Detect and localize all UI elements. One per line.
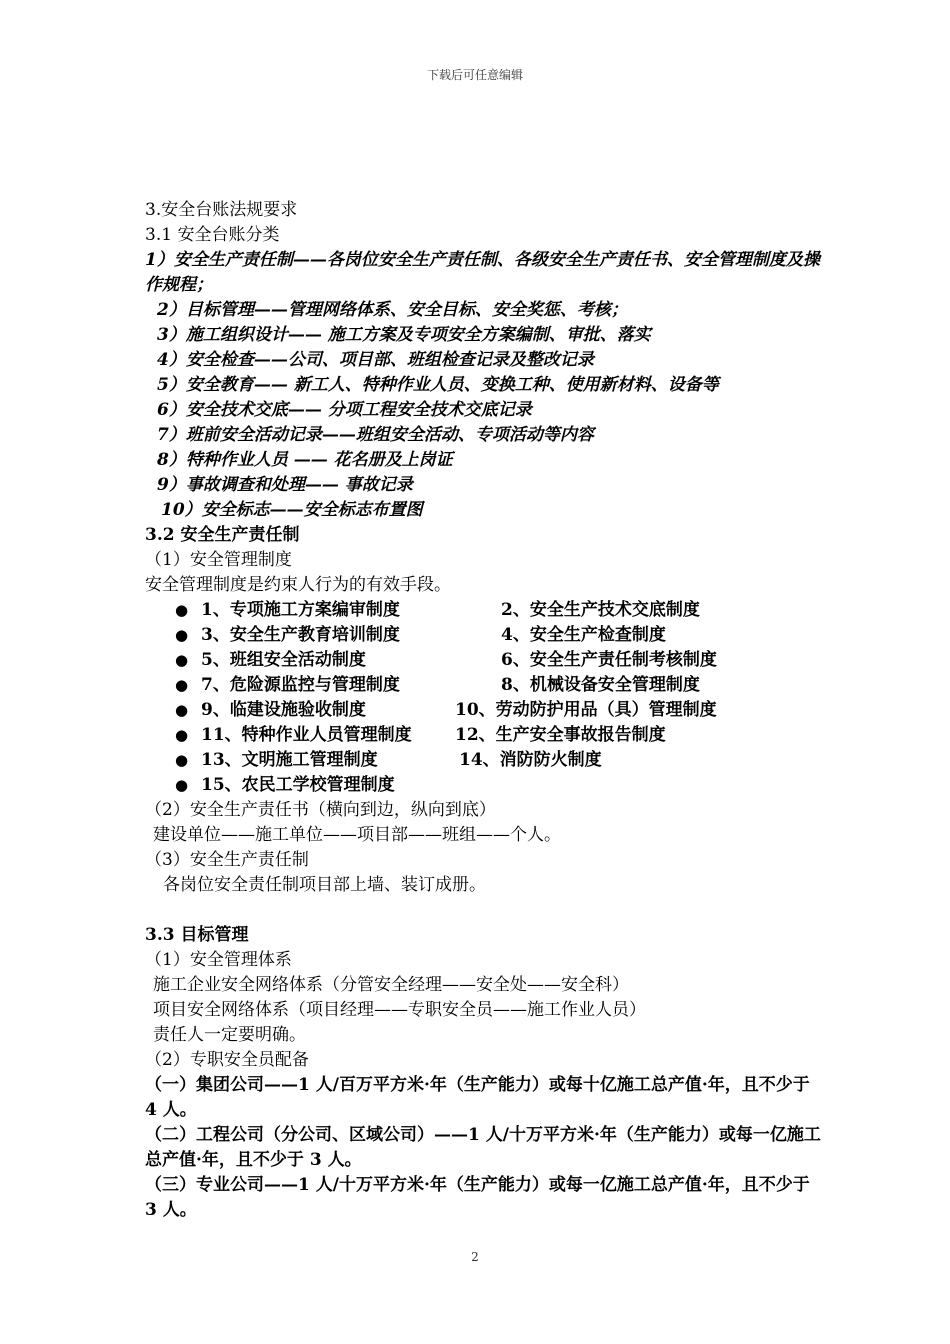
list-item bbox=[145, 598, 825, 623]
section-3-1-title: 3.1 安全台账分类 bbox=[145, 225, 280, 245]
bullet-icon: ● bbox=[175, 626, 189, 644]
staffing-rule-1: （一）集团公司——1 人/百万平方米·年（生产能力）或每十亿施工总产值·年，且不少于 4 人。 bbox=[145, 1075, 810, 1120]
section-3-3-line-2: 项目安全网络体系（项目经理——专职安全员——施工作业人员） bbox=[153, 1000, 646, 1020]
list-item-left: 7、危险源监控与管理制度 bbox=[201, 675, 400, 695]
category-item-3: 3）施工组织设计—— 施工方案及专项安全方案编制、审批、落实 bbox=[157, 325, 651, 345]
list-item-left: 11、特种作业人员管理制度 bbox=[201, 725, 412, 745]
section-3-3-line-1: 施工企业安全网络体系（分管安全经理——安全处——安全科） bbox=[153, 975, 629, 995]
section-3-2-subtitle-1: （1）安全管理制度 bbox=[145, 550, 292, 570]
list-item bbox=[145, 698, 825, 723]
list-item-left: 5、班组安全活动制度 bbox=[201, 650, 366, 670]
list-item-right: 10、劳动防护用品（具）管理制度 bbox=[455, 700, 717, 720]
list-item bbox=[145, 623, 825, 648]
list-item-left: 1、专项施工方案编审制度 bbox=[201, 600, 400, 620]
section-3-2-desc-2: 建设单位——施工单位——项目部——班组——个人。 bbox=[153, 825, 561, 845]
category-item-9: 9）事故调查和处理—— 事故记录 bbox=[157, 475, 413, 495]
bullet-icon: ● bbox=[175, 776, 189, 794]
list-item bbox=[145, 773, 825, 798]
section-3-2-subtitle-2: （2）安全生产责任书（横向到边，纵向到底） bbox=[145, 800, 496, 820]
category-item-10: 10）安全标志——安全标志布置图 bbox=[161, 500, 423, 520]
list-item bbox=[145, 723, 825, 748]
staffing-rule-3: （三）专业公司——1 人/十万平方米·年（生产能力）或每一亿施工总产值·年，且不少于 3 人。 bbox=[145, 1175, 810, 1220]
list-item-right: 2、安全生产技术交底制度 bbox=[501, 600, 700, 620]
section-3-2-desc-1: 安全管理制度是约束人行为的有效手段。 bbox=[145, 575, 451, 595]
bullet-icon: ● bbox=[175, 651, 189, 669]
page-header: 下载后可任意编辑 bbox=[426, 68, 523, 82]
category-item-4: 4）安全检查——公司、项目部、班组检查记录及整改记录 bbox=[157, 350, 594, 370]
list-item-left: 3、安全生产教育培训制度 bbox=[201, 625, 400, 645]
section-3-3-line-3: 责任人一定要明确。 bbox=[153, 1025, 306, 1045]
category-item-2: 2）目标管理——管理网络体系、安全目标、安全奖惩、考核； bbox=[157, 300, 628, 320]
category-item-6: 6）安全技术交底—— 分项工程安全技术交底记录 bbox=[157, 400, 532, 420]
bullet-icon: ● bbox=[175, 676, 189, 694]
bullet-icon: ● bbox=[175, 601, 189, 619]
list-item-right: 4、安全生产检查制度 bbox=[501, 625, 666, 645]
section-3-2-title: 3.2 安全生产责任制 bbox=[145, 525, 300, 545]
page-number: 2 bbox=[471, 1250, 479, 1264]
list-item bbox=[145, 648, 825, 673]
section-3-2-subtitle-3: （3）安全生产责任制 bbox=[145, 850, 309, 870]
category-item-7: 7）班前安全活动记录——班组安全活动、专项活动等内容 bbox=[157, 425, 594, 445]
list-item-right: 8、机械设备安全管理制度 bbox=[501, 675, 700, 695]
regulation-list bbox=[145, 598, 825, 798]
bullet-icon: ● bbox=[175, 701, 189, 719]
section-3-2-desc-3: 各岗位安全责任制项目部上墙、装订成册。 bbox=[163, 875, 486, 895]
bullet-icon: ● bbox=[175, 751, 189, 769]
bullet-icon: ● bbox=[175, 726, 189, 744]
section-3-title: 3.安全台账法规要求 bbox=[145, 200, 298, 220]
category-item-1: 1）安全生产责任制——各岗位安全生产责任制、各级安全生产责任书、安全管理制度及操作规程； bbox=[145, 250, 820, 295]
list-item-right: 14、消防防火制度 bbox=[459, 750, 602, 770]
list-item-right: 6、安全生产责任制考核制度 bbox=[501, 650, 717, 670]
list-item-left: 13、文明施工管理制度 bbox=[201, 750, 378, 770]
section-3-3-subtitle-1: （1）安全管理体系 bbox=[145, 950, 292, 970]
category-item-8: 8）特种作业人员 —— 花名册及上岗证 bbox=[157, 450, 453, 470]
paragraph-gap bbox=[145, 898, 825, 923]
list-item bbox=[145, 748, 825, 773]
staffing-rule-2: （二）工程公司（分公司、区域公司）——1 人/十万平方米·年（生产能力）或每一亿施工总产值·年，且不少于 3 人。 bbox=[145, 1125, 821, 1170]
list-item-left: 9、临建设施验收制度 bbox=[201, 700, 366, 720]
section-3-3-subtitle-2: （2）专职安全员配备 bbox=[145, 1050, 309, 1070]
list-item bbox=[145, 673, 825, 698]
section-3-3-title: 3.3 目标管理 bbox=[145, 925, 249, 945]
list-item-left: 15、农民工学校管理制度 bbox=[201, 775, 395, 795]
document-body bbox=[145, 198, 825, 1223]
list-item-right: 12、生产安全事故报告制度 bbox=[455, 725, 666, 745]
category-item-5: 5）安全教育—— 新工人、特种作业人员、变换工种、使用新材料、设备等 bbox=[157, 375, 719, 395]
